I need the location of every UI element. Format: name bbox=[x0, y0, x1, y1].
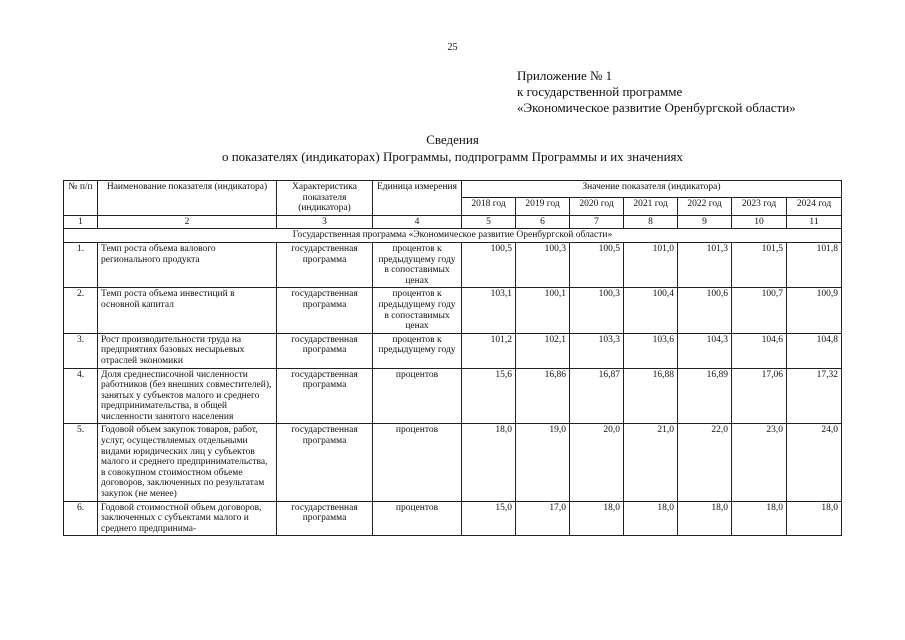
header-year: 2018 год bbox=[462, 198, 516, 215]
indicator-characteristic: государственная программа bbox=[277, 368, 373, 424]
value-cell: 18,0 bbox=[570, 501, 624, 536]
indicator-name: Доля среднесписочной численности работников (без внешних совместителей), занятых у субъектов малого и среднего предпринимательства, в общей численности занятого населения bbox=[98, 368, 277, 424]
header-no: № п/п bbox=[64, 181, 98, 216]
value-cell: 100,7 bbox=[732, 288, 787, 333]
row-number: 6. bbox=[64, 501, 98, 536]
header-unit: Единица измерения bbox=[373, 181, 462, 216]
appendix-line-2: к государственной программе bbox=[517, 84, 683, 99]
program-title-row bbox=[64, 229, 842, 243]
value-cell: 103,3 bbox=[570, 333, 624, 368]
indicator-unit: процентов bbox=[373, 424, 462, 501]
value-cell: 22,0 bbox=[678, 424, 732, 501]
value-cell: 102,1 bbox=[516, 333, 570, 368]
indicator-characteristic: государственная программа bbox=[277, 242, 373, 287]
header-year: 2021 год bbox=[624, 198, 678, 215]
header-row bbox=[64, 181, 842, 198]
value-cell: 100,5 bbox=[570, 242, 624, 287]
indicator-characteristic: государственная программа bbox=[277, 333, 373, 368]
value-cell: 100,3 bbox=[570, 288, 624, 333]
value-cell: 101,2 bbox=[462, 333, 516, 368]
value-cell: 103,1 bbox=[462, 288, 516, 333]
header-name: Наименование показателя (индикатора) bbox=[98, 181, 277, 216]
column-numbers-row bbox=[64, 215, 842, 229]
indicator-name: Годовой объем закупок товаров, работ, услуг, осуществляемых отдельными видами юридических лиц у субъектов малого и среднего предпринимательства, в совокупном стоимостном объеме договоров, заключенных по результатам закупок (не менее) bbox=[98, 424, 277, 501]
column-number: 6 bbox=[516, 215, 570, 229]
indicator-unit: процентов bbox=[373, 368, 462, 424]
column-number: 1 bbox=[64, 215, 98, 229]
indicators-table bbox=[63, 180, 842, 536]
row-number: 3. bbox=[64, 333, 98, 368]
value-cell: 21,0 bbox=[624, 424, 678, 501]
value-cell: 23,0 bbox=[732, 424, 787, 501]
value-cell: 16,86 bbox=[516, 368, 570, 424]
indicator-unit: процентов к предыдущему году в сопоставимых ценах bbox=[373, 242, 462, 287]
column-number: 8 bbox=[624, 215, 678, 229]
appendix-line-3: «Экономическое развитие Оренбургской области» bbox=[517, 100, 796, 115]
indicator-characteristic: государственная программа bbox=[277, 288, 373, 333]
column-number: 10 bbox=[732, 215, 787, 229]
value-cell: 101,8 bbox=[787, 242, 842, 287]
value-cell: 20,0 bbox=[570, 424, 624, 501]
value-cell: 100,4 bbox=[624, 288, 678, 333]
value-cell: 104,8 bbox=[787, 333, 842, 368]
program-title: Государственная программа «Экономическое развитие Оренбургской области» bbox=[64, 229, 842, 243]
value-cell: 100,3 bbox=[516, 242, 570, 287]
header-year: 2019 год bbox=[516, 198, 570, 215]
indicator-name: Рост производительности труда на предприятиях базовых несырьевых отраслей экономики bbox=[98, 333, 277, 368]
value-cell: 100,1 bbox=[516, 288, 570, 333]
heading-line-1: Сведения bbox=[426, 132, 479, 147]
value-cell: 16,88 bbox=[624, 368, 678, 424]
column-number: 11 bbox=[787, 215, 842, 229]
indicator-unit: процентов к предыдущему году в сопоставимых ценах bbox=[373, 288, 462, 333]
value-cell: 16,89 bbox=[678, 368, 732, 424]
value-cell: 18,0 bbox=[678, 501, 732, 536]
row-number: 1. bbox=[64, 242, 98, 287]
table-row bbox=[64, 333, 842, 368]
column-number: 3 bbox=[277, 215, 373, 229]
value-cell: 101,5 bbox=[732, 242, 787, 287]
header-year: 2020 год bbox=[570, 198, 624, 215]
value-cell: 101,3 bbox=[678, 242, 732, 287]
value-cell: 16,87 bbox=[570, 368, 624, 424]
value-cell: 100,9 bbox=[787, 288, 842, 333]
row-number: 5. bbox=[64, 424, 98, 501]
header-values-group: Значение показателя (индикатора) bbox=[462, 181, 842, 198]
value-cell: 18,0 bbox=[732, 501, 787, 536]
table-row bbox=[64, 501, 842, 536]
value-cell: 18,0 bbox=[624, 501, 678, 536]
value-cell: 15,6 bbox=[462, 368, 516, 424]
indicator-unit: процентов к предыдущему году bbox=[373, 333, 462, 368]
appendix-line-1: Приложение № 1 bbox=[517, 68, 613, 83]
heading-line-2: о показателях (индикаторах) Программы, подпрограмм Программы и их значениях bbox=[221, 149, 684, 164]
appendix-block bbox=[517, 68, 796, 116]
value-cell: 103,6 bbox=[624, 333, 678, 368]
value-cell: 24,0 bbox=[787, 424, 842, 501]
header-year: 2024 год bbox=[787, 198, 842, 215]
column-number: 7 bbox=[570, 215, 624, 229]
column-number: 5 bbox=[462, 215, 516, 229]
column-number: 2 bbox=[98, 215, 277, 229]
document-heading bbox=[0, 131, 905, 165]
table-row bbox=[64, 368, 842, 424]
value-cell: 18,0 bbox=[787, 501, 842, 536]
header-characteristic: Характеристика показателя (индикатора) bbox=[277, 181, 373, 216]
value-cell: 19,0 bbox=[516, 424, 570, 501]
table-row bbox=[64, 242, 842, 287]
indicator-name: Темп роста объема валового регионального продукта bbox=[98, 242, 277, 287]
table-row bbox=[64, 424, 842, 501]
row-number: 4. bbox=[64, 368, 98, 424]
row-number: 2. bbox=[64, 288, 98, 333]
value-cell: 17,32 bbox=[787, 368, 842, 424]
indicator-name: Годовой стоимостной объем договоров, заключенных с субъектами малого и среднего предпринима- bbox=[98, 501, 277, 536]
indicator-characteristic: государственная программа bbox=[277, 501, 373, 536]
value-cell: 17,0 bbox=[516, 501, 570, 536]
value-cell: 104,3 bbox=[678, 333, 732, 368]
table-row bbox=[64, 288, 842, 333]
column-number: 4 bbox=[373, 215, 462, 229]
value-cell: 100,5 bbox=[462, 242, 516, 287]
value-cell: 17,06 bbox=[732, 368, 787, 424]
value-cell: 101,0 bbox=[624, 242, 678, 287]
indicator-unit: процентов bbox=[373, 501, 462, 536]
header-year: 2022 год bbox=[678, 198, 732, 215]
indicator-characteristic: государственная программа bbox=[277, 424, 373, 501]
value-cell: 100,6 bbox=[678, 288, 732, 333]
value-cell: 104,6 bbox=[732, 333, 787, 368]
value-cell: 15,0 bbox=[462, 501, 516, 536]
header-year: 2023 год bbox=[732, 198, 787, 215]
page-number: 25 bbox=[447, 42, 458, 53]
indicator-name: Темп роста объема инвестиций в основной капитал bbox=[98, 288, 277, 333]
value-cell: 18,0 bbox=[462, 424, 516, 501]
column-number: 9 bbox=[678, 215, 732, 229]
